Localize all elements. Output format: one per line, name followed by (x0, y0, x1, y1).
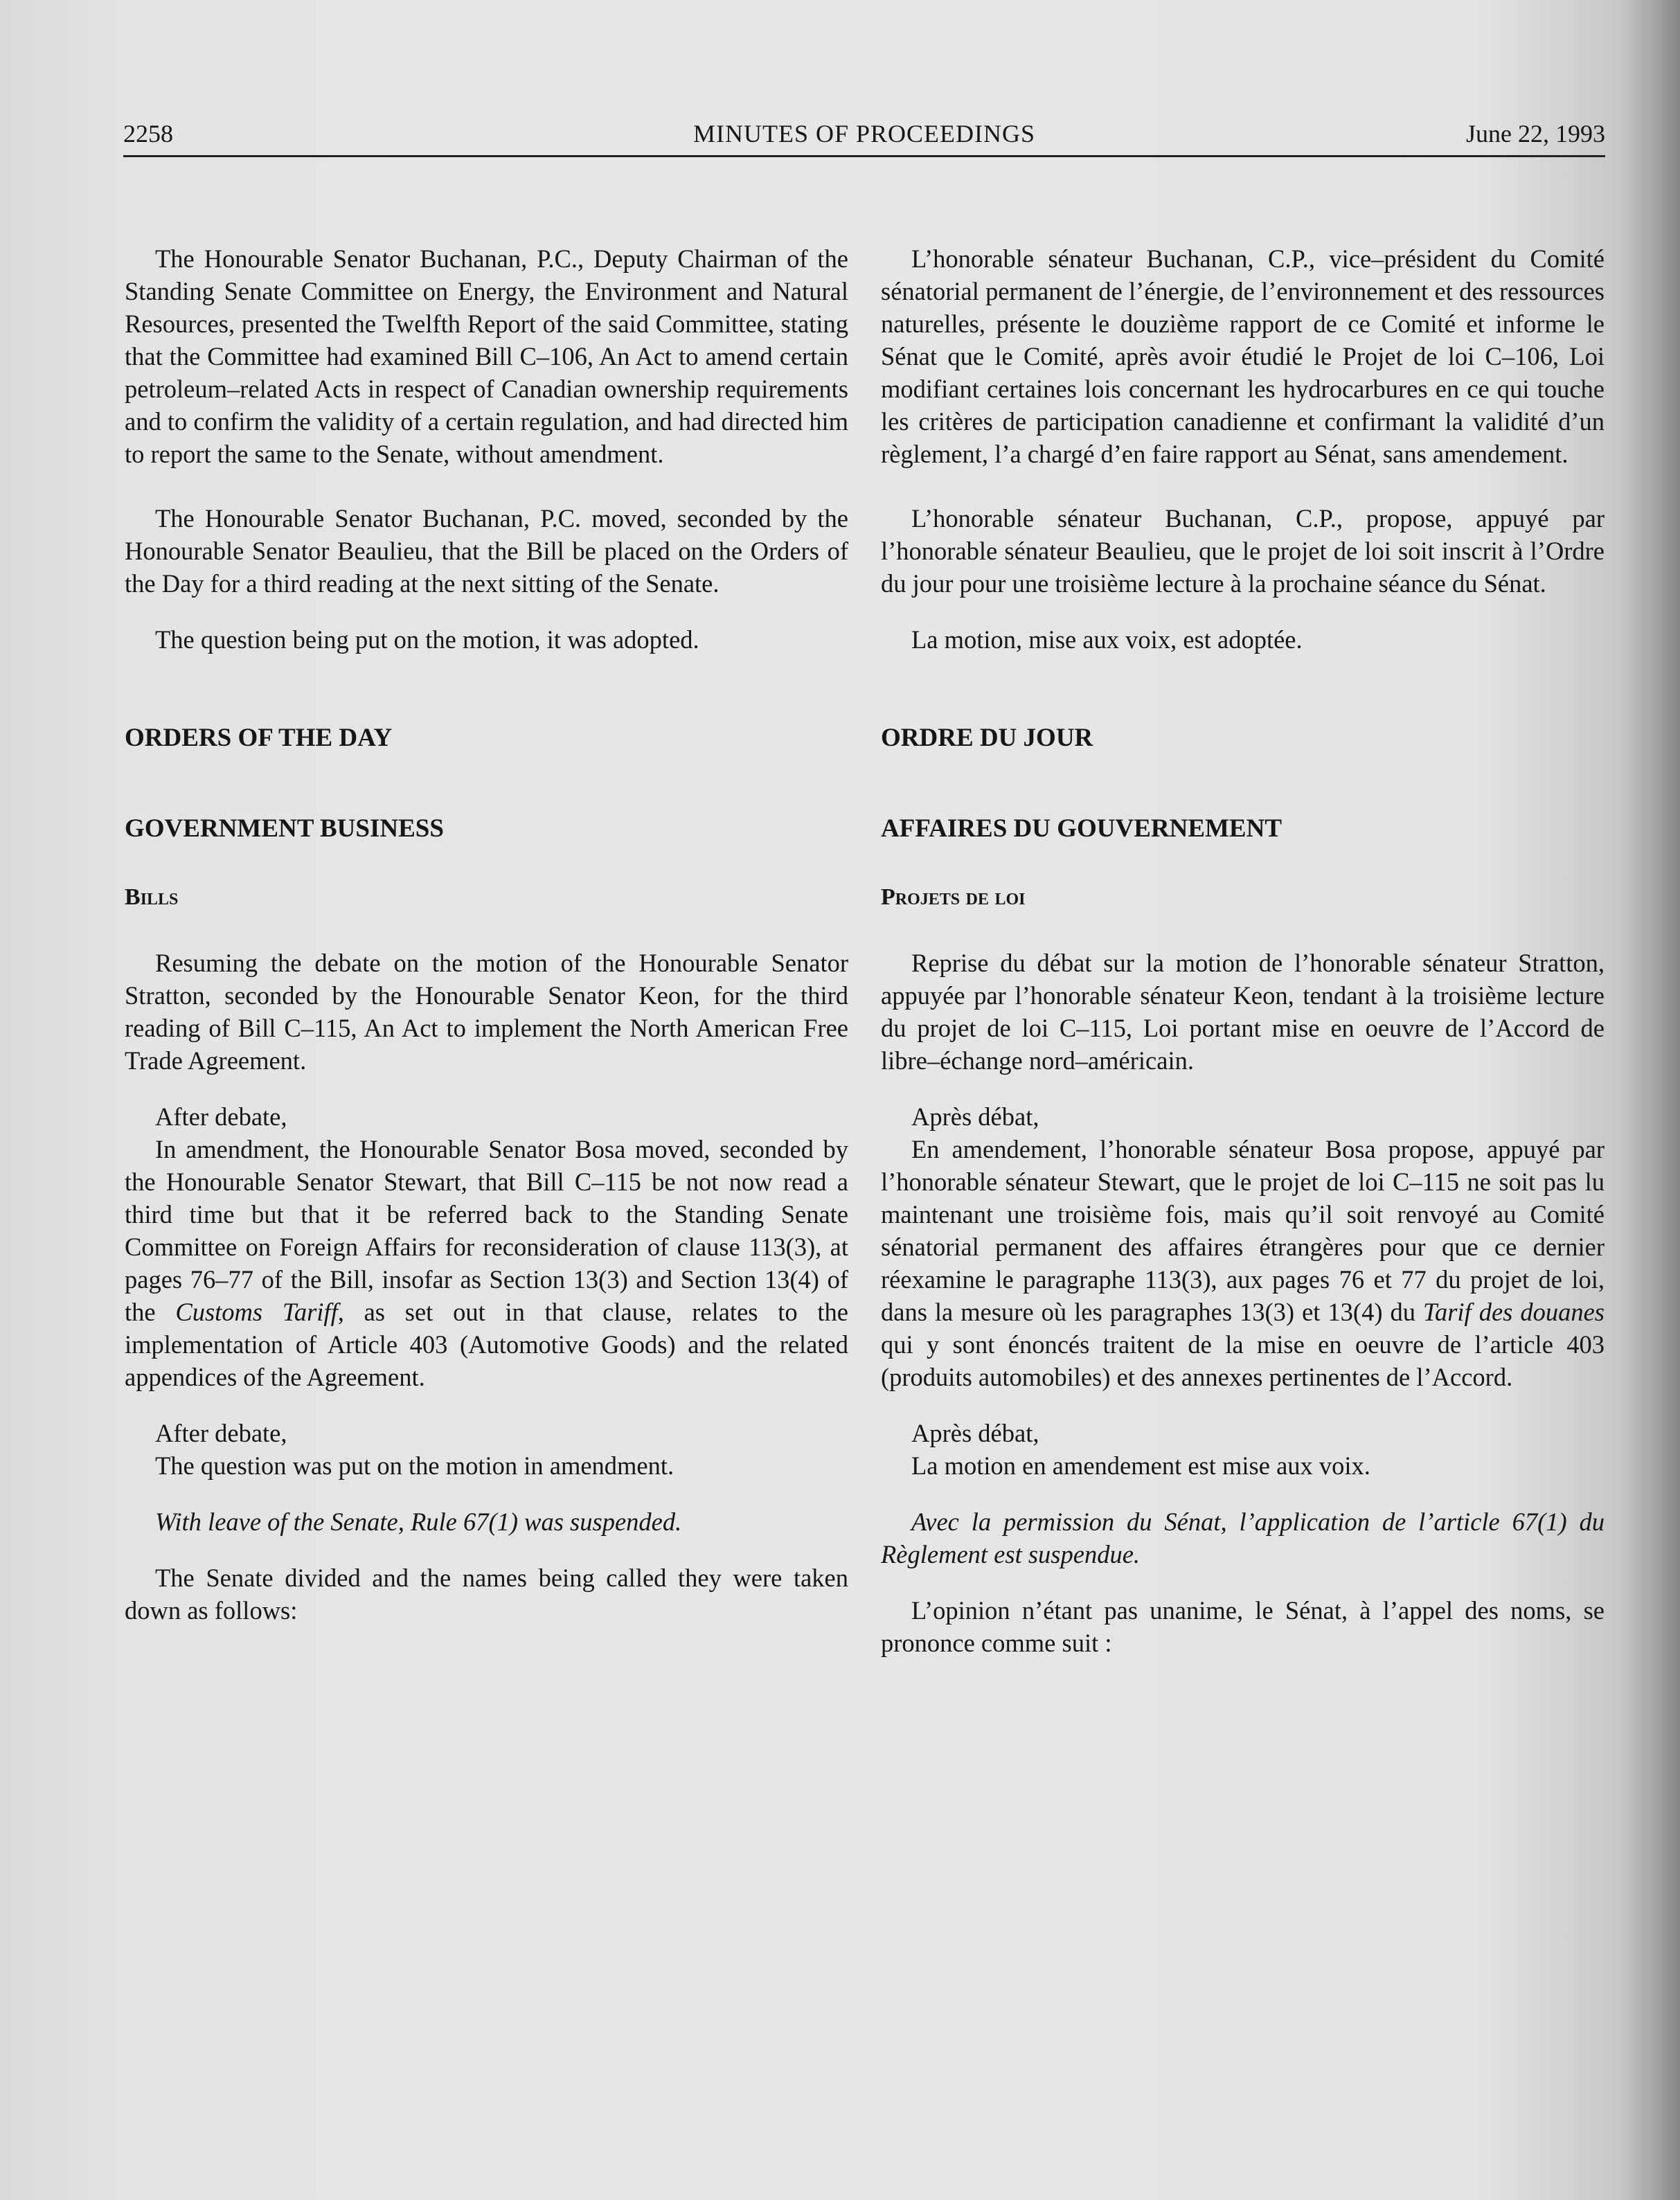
en-customs-tariff: Customs Tariff, (175, 1298, 344, 1326)
en-question-amendment: The question was put on the motion in amendment. (155, 1451, 674, 1480)
en-amendment-text-a: In amendment, the Honourable Senator Bosa moved, seconded by the Honourable Senator Stewart, that Bill C–115 be not now read a third time but that it be referred back to the Standing Senate Committee on Foreign Affairs for reconsideration of clause 113(3), at pages 76–77 of the Bill, insofar as Section 13(3) and Section 13(4) of the (125, 1135, 848, 1326)
fr-division-paragraph: L’opinion n’étant pas unanime, le Sénat, à l’appel des noms, se prononce comme suit : (881, 1596, 1605, 1657)
en-division-paragraph: The Senate divided and the names being called they were taken down as follows: (125, 1564, 848, 1625)
fr-motion-paragraph: L’honorable sénateur Buchanan, C.P., propose, appuyé par l’honorable sénateur Beaulieu, que le projet de loi soit inscrit à l’Ordre du jour pour une troisième lecture à la prochaine séance du Sénat. (881, 504, 1605, 598)
page-header (123, 109, 1605, 158)
fr-amendment-text-b: qui y sont énoncés traitent de la mise en oeuvre de l’article 403 (produits automobiles) et des annexes pertinentes de l’Accord. (881, 1330, 1605, 1391)
en-motion-paragraph: The Honourable Senator Buchanan, P.C. moved, seconded by the Honourable Senator Beaulieu, that the Bill be placed on the Orders of the Day for a third reading at the next sitting of the Senate. (125, 504, 848, 598)
fr-question-amendment: La motion en amendement est mise aux voix. (911, 1451, 1370, 1480)
fr-amendment-text-a: En amendement, l’honorable sénateur Bosa propose, appuyé par l’honorable sénateur Stewart, que le projet de loi C–115 ne soit pas lu maintenant une troisième fois, mais qu’il soit renvoyé au Comité sénatorial permanent des affaires étrangères pour que ce dernier réexamine le paragraphe 113(3), aux pages 76 et 77 du projet de loi, dans la mesure où les paragraphes 13(3) et 13(4) du (881, 1135, 1605, 1326)
en-amendment-text-b: as set out in that clause, relates to the implementation of Article 403 (Automotive Goods) and the related appendices of the Agreement. (125, 1298, 848, 1391)
fr-after-debate-1: Après débat, (911, 1102, 1039, 1131)
fr-leave-rule (881, 1505, 1605, 1571)
en-amendment-paragraph (125, 1133, 848, 1393)
fr-adopted-paragraph: La motion, mise aux voix, est adoptée. (911, 625, 1303, 654)
en-report-paragraph: The Honourable Senator Buchanan, P.C., Deputy Chairman of the Standing Senate Committee on Energy, the Environment and Natural Resources, presented the Twelfth Report of the said Committee, stating that the Committee had examined Bill C–106, An Act to amend certain petroleum–related Acts in respect of Canadian ownership requirements and to confirm the validity of a certain regulation, and had directed him to report the same to the Senate, without amendment. (125, 244, 848, 468)
en-adopted-paragraph: The question being put on the motion, it was adopted. (155, 625, 699, 654)
en-leave-rule (125, 1505, 848, 1538)
fr-orders-heading: ORDRE DU JOUR (881, 724, 1093, 752)
en-debate-paragraph: Resuming the debate on the motion of the Honourable Senator Stratton, seconded by the Honourable Senator Keon, for the third reading of Bill C–115, An Act to implement the North American Free Trade Agreement. (125, 949, 848, 1075)
fr-leave-rule-text: Avec la permission du Sénat, l’application de l’article 67(1) du Règlement est suspendue. (881, 1508, 1605, 1568)
en-leave-rule-text: With leave of the Senate, Rule 67(1) was suspended. (155, 1508, 682, 1536)
header-date: June 22, 1993 (1466, 120, 1605, 147)
en-government-business-heading: GOVERNMENT BUSINESS (125, 814, 444, 843)
header-rule (123, 155, 1605, 157)
fr-tarif-douanes: Tarif des douanes (1423, 1298, 1605, 1326)
page-number: 2258 (123, 120, 173, 147)
fr-report-paragraph: L’honorable sénateur Buchanan, C.P., vice–président du Comité sénatorial permanent de l’énergie, de l’environnement et des ressources naturelles, présente le douzième rapport de ce Comité et informe le Sénat que le Comité, après avoir étudié le Projet de loi C–106, Loi modifiant certaines lois concernant les hydrocarbures en ce qui touche les critères de participation canadienne et confirmant la validité d’un règlement, l’a chargé d’en faire rapport au Sénat, sans amendement. (881, 244, 1605, 468)
page-edge-shadow (1625, 0, 1680, 2200)
en-orders-heading: ORDERS OF THE DAY (125, 724, 393, 752)
en-bills-subheading: Bills (125, 884, 179, 910)
french-column (881, 242, 1605, 1659)
fr-bills-subheading: Projets de loi (881, 884, 1026, 910)
fr-amendment-paragraph (881, 1133, 1605, 1393)
english-column (125, 242, 848, 1627)
fr-after-debate-2: Après débat, (911, 1419, 1039, 1447)
running-title: MINUTES OF PROCEEDINGS (692, 120, 1036, 147)
fr-debate-paragraph: Reprise du débat sur la motion de l’honorable sénateur Stratton, appuyée par l’honorable sénateur Keon, tendant à la troisième lecture du projet de loi C–115, Loi portant mise en oeuvre de l’Accord de libre–échange nord–américain. (881, 949, 1605, 1075)
fr-government-business-heading: AFFAIRES DU GOUVERNEMENT (881, 814, 1283, 843)
en-after-debate-1: After debate, (155, 1102, 287, 1131)
en-after-debate-2: After debate, (155, 1419, 287, 1447)
